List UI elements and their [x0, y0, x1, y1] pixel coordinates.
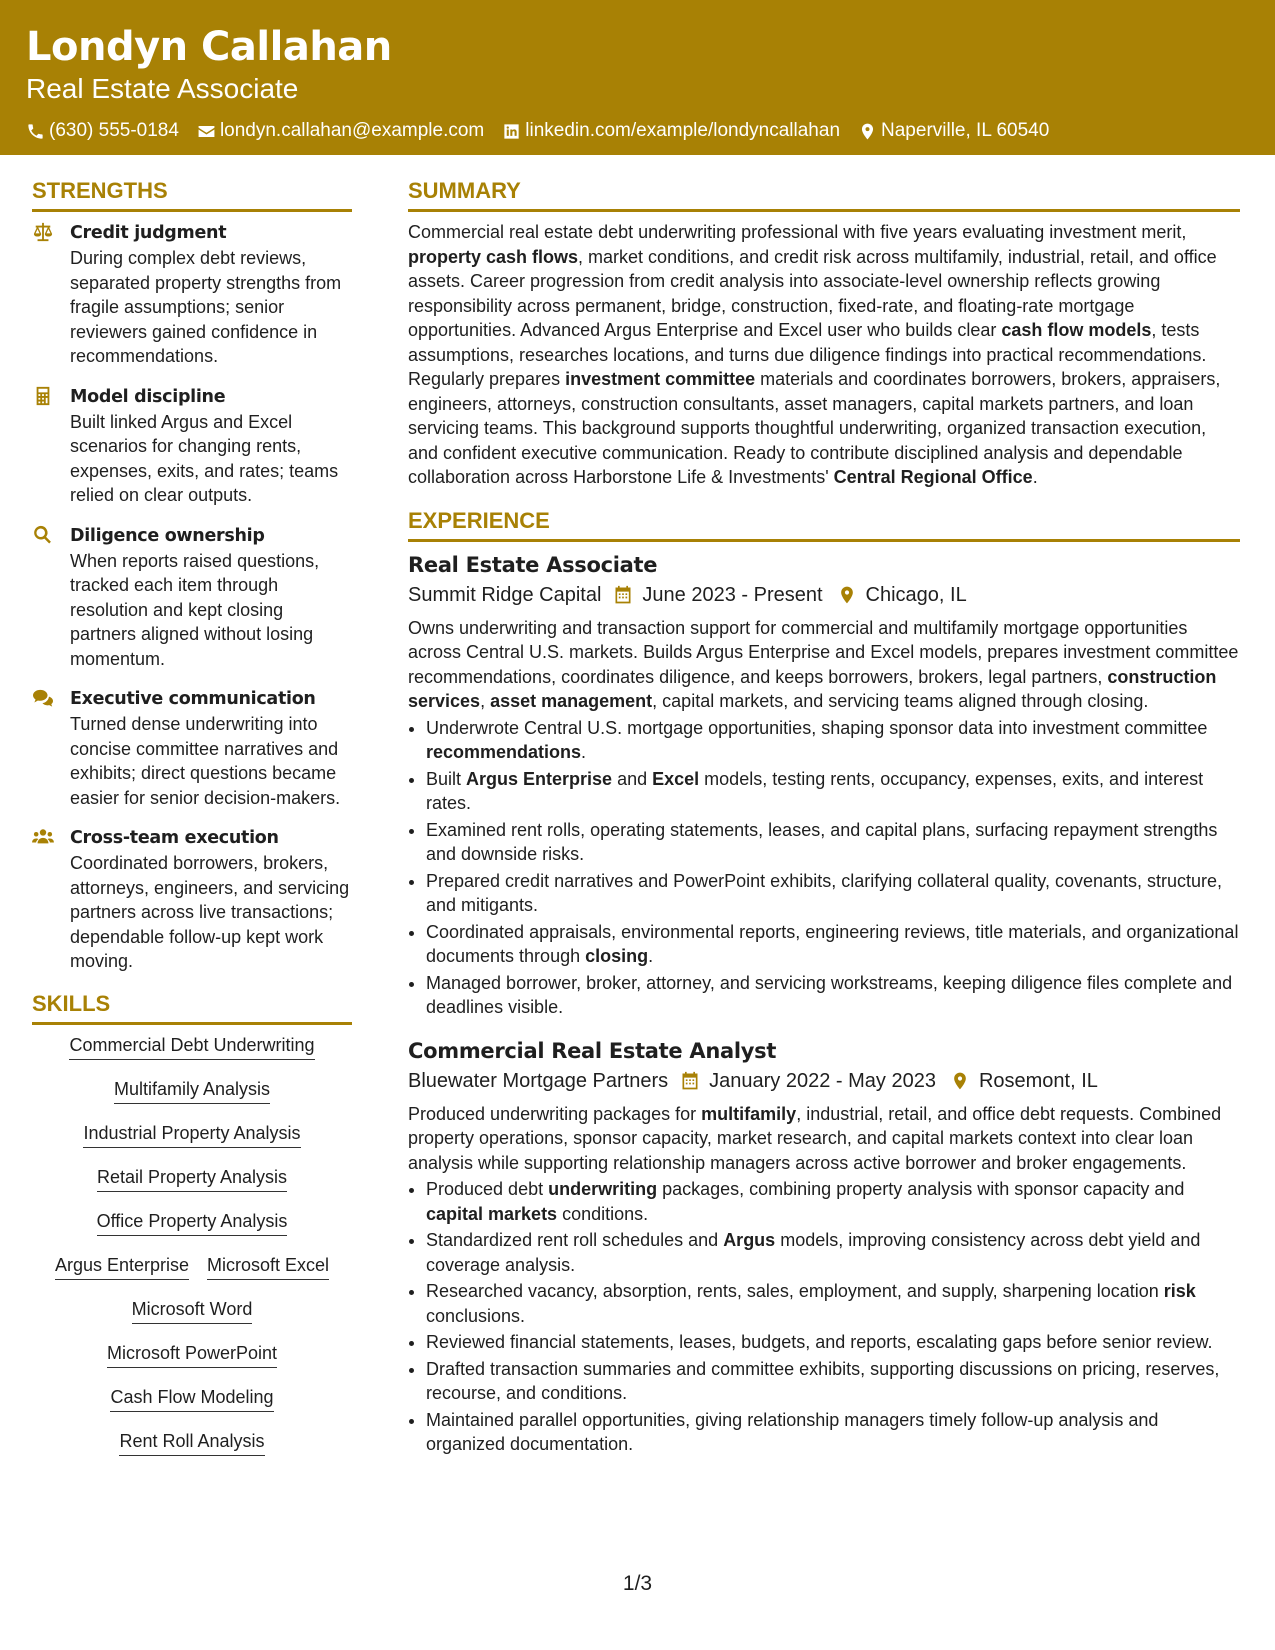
skill-item: Retail Property Analysis	[97, 1165, 287, 1192]
skill-row	[32, 1209, 352, 1236]
contact-bar	[26, 119, 1275, 143]
job-bullet: • Maintained parallel opportunities, giving relationship managers timely follow-up analysis and organized documentation.	[426, 1408, 1240, 1457]
strengths-heading: STRENGTHS	[32, 176, 352, 212]
strength-item	[32, 523, 352, 672]
page-number: 1/3	[622, 1572, 653, 1595]
job-bullets	[408, 1177, 1240, 1457]
skills-heading: SKILLS	[32, 989, 352, 1025]
strength-item	[32, 686, 352, 810]
strength-description: Turned dense underwriting into concise committee narratives and exhibits; direct questions became easier for senior decision-makers.	[70, 714, 341, 808]
phone-text: (630) 555-0184	[49, 120, 179, 141]
skill-item: Argus Enterprise	[55, 1253, 189, 1280]
skill-item: Rent Roll Analysis	[119, 1429, 264, 1456]
left-column	[32, 176, 352, 1473]
skill-row	[32, 1077, 352, 1104]
skill-row	[32, 1033, 352, 1060]
job-title: Real Estate Associate	[408, 552, 658, 577]
job-bullet: • Examined rent rolls, operating statements, leases, and capital plans, surfacing repayment strengths and downside risks.	[426, 818, 1240, 867]
job-bullet: • Managed borrower, broker, attorney, and servicing workstreams, keeping diligence files complete and deadlines visible.	[426, 971, 1240, 1020]
skill-item: Commercial Debt Underwriting	[69, 1033, 314, 1060]
contact-email[interactable]	[197, 119, 484, 143]
job-location: Chicago, IL	[865, 583, 967, 606]
calculator-icon	[32, 386, 54, 406]
job-title: Commercial Real Estate Analyst	[408, 1038, 777, 1063]
job-description: Owns underwriting and transaction support for commercial and multifamily mortgage opportunities across Central U.S. markets. Builds Argus Enterprise and Excel models, prepares investment committee recommendations, coordinates diligence, and keeps borrowers, brokers, legal partners, construction services, asset management, capital markets, and servicing teams aligned through closing.	[408, 617, 1239, 711]
strength-item	[32, 220, 352, 369]
job-description: Produced underwriting packages for multifamily, industrial, retail, and office debt requests. Combined property operations, sponsor capacity, market research, and capital markets context into clear loan analysis while supporting relationship managers across active borrower and broker engagements.	[408, 1103, 1222, 1173]
linkedin-icon	[502, 122, 521, 141]
job-bullet: • Standardized rent roll schedules and Argus models, improving consistency across debt yield and coverage analysis.	[426, 1228, 1240, 1277]
skill-row	[32, 1429, 352, 1456]
skill-item: Microsoft PowerPoint	[107, 1341, 277, 1368]
resume-header	[0, 0, 1275, 155]
job-bullet: • Produced debt underwriting packages, combining property analysis with sponsor capacity and capital markets conditions.	[426, 1177, 1240, 1226]
strength-title: Executive communication	[70, 689, 316, 709]
job-company: Bluewater Mortgage Partners	[408, 1069, 669, 1092]
phone-icon	[26, 122, 45, 141]
job-company: Summit Ridge Capital	[408, 583, 602, 606]
strength-title: Diligence ownership	[70, 525, 265, 546]
users-icon	[32, 827, 54, 847]
experience-heading: EXPERIENCE	[408, 506, 1240, 542]
job-entry	[408, 1036, 1240, 1457]
email-text: londyn.callahan@example.com	[219, 120, 485, 141]
job-bullets	[408, 716, 1240, 1020]
skill-row	[32, 1297, 352, 1324]
skill-row	[32, 1121, 352, 1148]
magnifier-icon	[32, 525, 54, 545]
job-meta	[408, 580, 1240, 610]
strength-title: Model discipline	[70, 386, 226, 407]
calendar-icon	[680, 1071, 700, 1091]
job-dates: January 2022 - May 2023	[709, 1069, 936, 1092]
strength-description: Coordinated borrowers, brokers, attorneys, engineers, and servicing partners across live transactions; dependable follow-up kept work moving.	[70, 853, 350, 971]
job-location: Rosemont, IL	[978, 1069, 1098, 1092]
candidate-title: Real Estate Associate	[26, 73, 299, 104]
envelope-icon	[197, 122, 216, 141]
skill-row	[32, 1385, 352, 1412]
summary-text: Commercial real estate debt underwriting professional with five years evaluating investment merit, property cash flows, market conditions, and credit risk across multifamily, industrial, retail, and office assets. Career progression from credit analysis into associate-level ownership reflects growing responsibility across permanent, bridge, construction, fixed-rate, and floating-rate mortgage opportunities. Advanced Argus Enterprise and Excel user who builds clear cash flow models, tests assumptions, researches locations, and turns due diligence findings into practical recommendations. Regularly prepares investment committee materials and coordinates borrowers, brokers, appraisers, engineers, attorneys, construction consultants, asset managers, capital markets partners, and loan servicing teams. This background supports thoughtful underwriting, organized transaction execution, and confident executive communication. Ready to contribute disciplined analysis and dependable collaboration across Harborstone Life & Investments' Central Regional Office.	[408, 222, 1221, 487]
contact-location	[858, 119, 1049, 143]
skill-item: Microsoft Word	[132, 1297, 253, 1324]
summary-heading: SUMMARY	[408, 176, 1240, 212]
skill-item: Multifamily Analysis	[114, 1077, 270, 1104]
strength-title: Cross-team execution	[70, 828, 279, 848]
skill-item: Microsoft Excel	[207, 1253, 329, 1280]
skill-row	[32, 1253, 352, 1280]
strength-description: During complex debt reviews, separated property strengths from fragile assumptions; senior reviewers gained confidence in recommendations.	[70, 248, 342, 366]
comments-icon	[32, 688, 54, 708]
job-bullet: • Built Argus Enterprise and Excel models, testing rents, occupancy, expenses, exits, and interest rates.	[426, 767, 1240, 816]
job-entry	[408, 550, 1240, 1020]
calendar-icon	[613, 585, 633, 605]
strength-description: Built linked Argus and Excel scenarios for changing rents, expenses, exits, and rates; teams relied on clear outputs.	[70, 411, 339, 505]
skill-item: Cash Flow Modeling	[110, 1385, 273, 1412]
right-column	[408, 176, 1240, 1473]
job-dates: June 2023 - Present	[642, 583, 823, 606]
strength-item	[32, 825, 352, 974]
linkedin-text: linkedin.com/example/londyncallahan	[525, 120, 841, 141]
job-bullet: • Coordinated appraisals, environmental reports, engineering reviews, title materials, and organizational documents through closing.	[426, 920, 1240, 969]
map-marker-icon	[837, 585, 857, 605]
job-bullet: • Researched vacancy, absorption, rents, sales, employment, and supply, sharpening location risk conclusions.	[426, 1279, 1240, 1328]
skills-list	[32, 1033, 352, 1456]
map-marker-icon	[858, 122, 877, 141]
candidate-name: Londyn Callahan	[26, 24, 392, 70]
skill-row	[32, 1341, 352, 1368]
job-meta	[408, 1066, 1240, 1096]
job-bullet: • Underwrote Central U.S. mortgage opportunities, shaping sponsor data into investment committee recommendations.	[426, 716, 1240, 765]
strength-title: Credit judgment	[70, 223, 227, 243]
skill-item: Industrial Property Analysis	[83, 1121, 300, 1148]
job-bullet: • Drafted transaction summaries and committee exhibits, supporting discussions on pricing, reserves, recourse, and conditions.	[426, 1357, 1240, 1406]
skill-row	[32, 1165, 352, 1192]
contact-phone[interactable]	[26, 119, 179, 143]
location-text: Naperville, IL 60540	[881, 120, 1050, 141]
balance-scale-icon	[32, 222, 54, 242]
contact-linkedin[interactable]	[502, 119, 840, 143]
job-bullet: • Prepared credit narratives and PowerPoint exhibits, clarifying collateral quality, covenants, structure, and mitigants.	[426, 869, 1240, 918]
map-marker-icon	[950, 1071, 970, 1091]
strength-description: When reports raised questions, tracked each item through resolution and kept closing partners aligned without losing momentum.	[70, 550, 320, 669]
job-bullet: • Reviewed financial statements, leases, budgets, and reports, escalating gaps before senior review.	[426, 1330, 1240, 1355]
skill-item: Office Property Analysis	[97, 1209, 288, 1236]
strength-item	[32, 384, 352, 508]
